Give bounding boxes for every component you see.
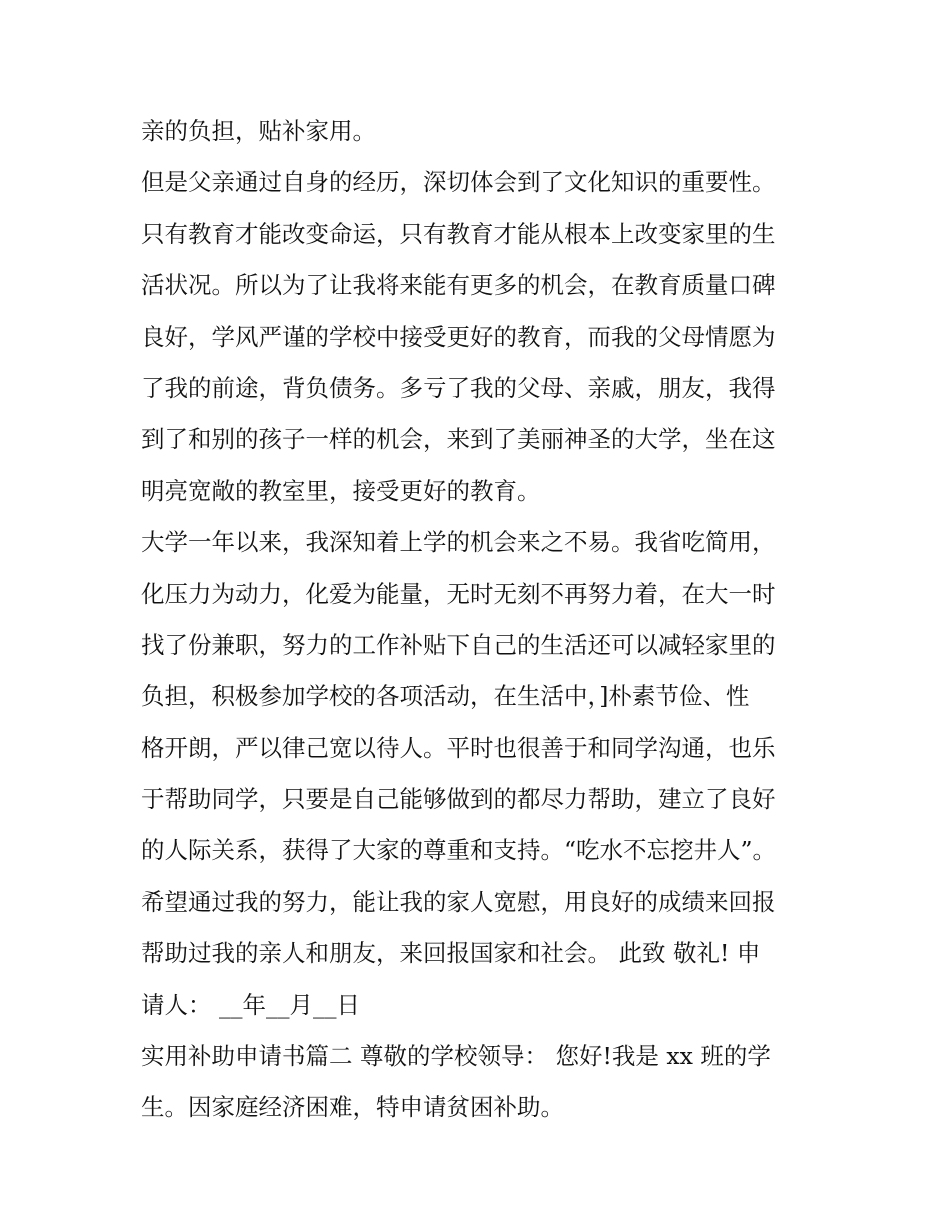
text-line: 到了和别的孩子一样的机会，来到了美丽神圣的大学，坐在这 [141,425,776,454]
text-line: 实用补助申请书篇二 尊敬的学校领导： 您好!我是 xx 班的学 [141,1042,771,1071]
text-line: 了我的前途，背负债务。多亏了我的父母、亲戚，朋友，我得 [141,373,776,402]
text-line: 明亮宽敞的教室里，接受更好的教育。 [141,476,541,505]
text-line: 但是父亲通过自身的经历，深切体会到了文化知识的重要性。 [141,168,776,197]
text-line: 只有教育才能改变命运，只有教育才能从根本上改变家里的生 [141,219,776,248]
text-line: 良好，学风严谨的学校中接受更好的教育，而我的父母情愿为 [141,322,776,351]
text-line: 帮助过我的亲人和朋友，来回报国家和社会。 此致 敬礼! 申 [141,939,761,968]
text-line: 的人际关系，获得了大家的尊重和支持。“吃水不忘挖井人”。 [141,836,777,865]
text-line: 请人： __年__月__日 [141,990,360,1019]
text-line: 活状况。所以为了让我将来能有更多的机会，在教育质量口碑 [141,271,776,300]
text-line: 于帮助同学，只要是自己能够做到的都尽力帮助，建立了良好 [141,785,776,814]
text-line: 负担，积极参加学校的各项活动，在生活中，]朴素节俭、性 [141,682,750,711]
text-line: 化压力为动力，化爱为能量，无时无刻不再努力着，在大一时 [141,579,776,608]
text-line: 格开朗，严以律己宽以待人。平时也很善于和同学沟通，也乐 [141,733,776,762]
text-line: 希望通过我的努力，能让我的家人宽慰，用良好的成绩来回报 [141,887,776,916]
text-line: 亲的负担，贴补家用。 [141,117,376,145]
text-line: 找了份兼职，努力的工作补贴下自己的生活还可以减轻家里的 [141,630,776,659]
text-line: 生。因家庭经济困难，特申请贫困补助。 [141,1093,564,1122]
document-body [141,106,821,1134]
text-line: 大学一年以来，我深知着上学的机会来之不易。我省吃简用， [141,528,776,557]
